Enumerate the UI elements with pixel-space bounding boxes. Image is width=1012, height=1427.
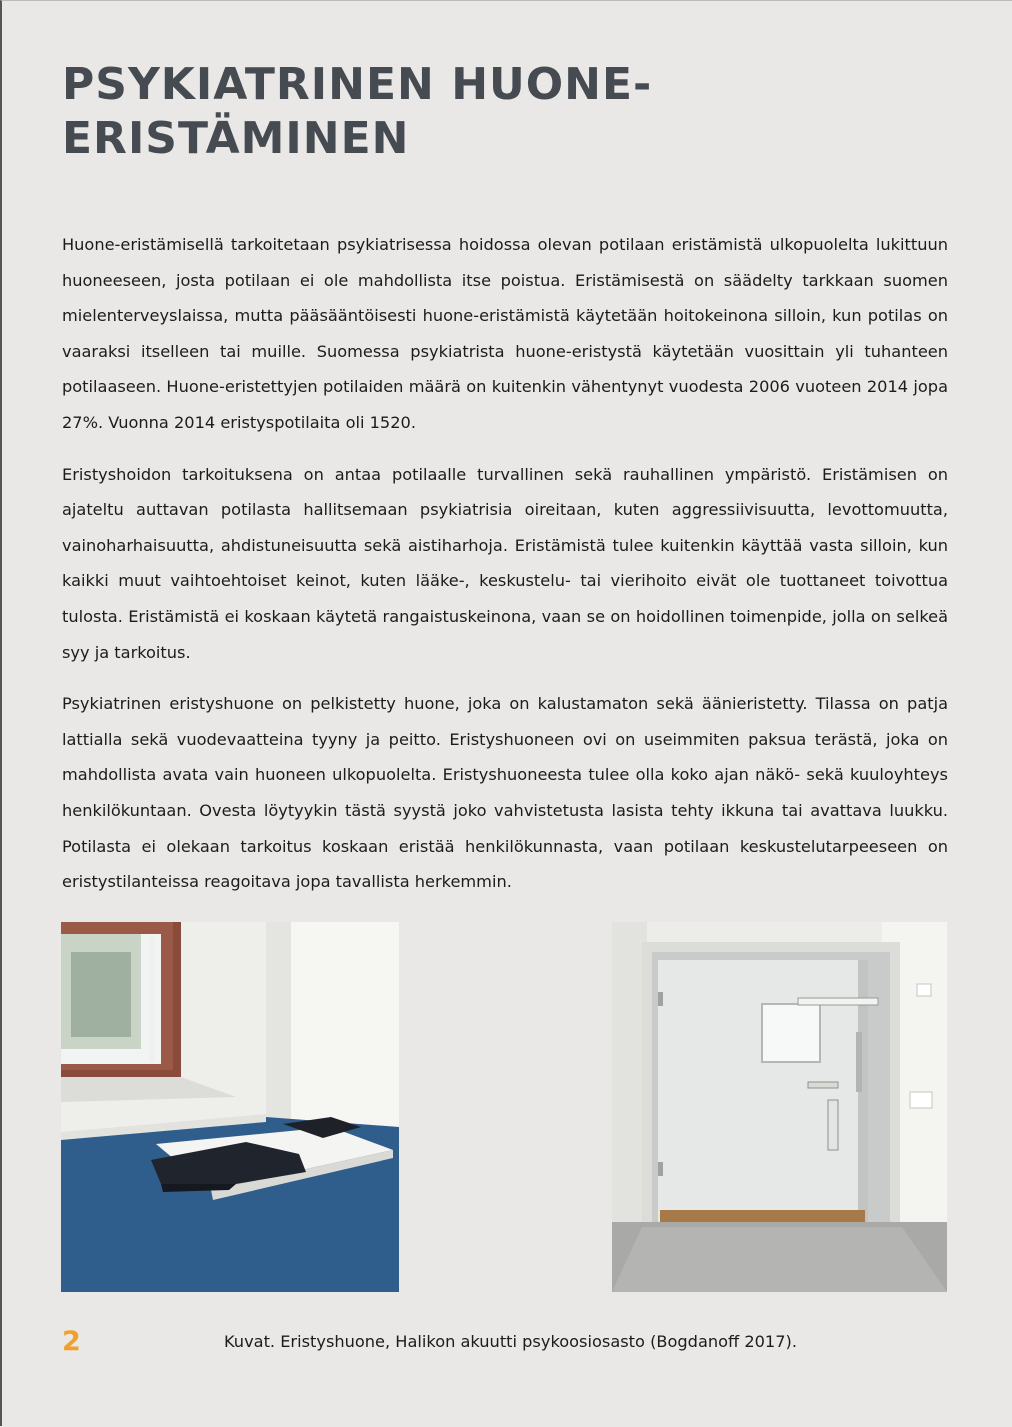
page-title-line-1: PSYKIATRINEN HUONE-: [62, 59, 653, 110]
paragraph-2: Eristyshoidon tarkoituksena on antaa potilaalle turvallinen sekä rauhallinen ympäristö. Eristämisen on ajateltu auttavan potilasta hallitsemaan psykiatrisia oireitaan, kuten aggressiivisuutta, levottomuutta, vainoharhaisuutta, ahdistuneisuutta sekä aistiharhoja. Eristämistä tulee kuitenkin käyttää vasta silloin, kun kaikki muut vaihtoehtoiset keinot, kuten lääke-, keskustelu- tai vierihoito eivät ole tuottaneet toivottua tulosta. Eristämistä ei koskaan käytetä rangaistuskeinona, vaan se on hoidollinen toimenpide, jolla on selkeä syy ja tarkoitus.: [62, 464, 948, 662]
paragraph-3: Psykiatrinen eristyshuone on pelkistetty huone, joka on kalustamaton sekä äänieristetty. Tilassa on patja lattialla sekä vuodevaatteina tyyny ja peitto. Eristyshuoneen ovi on useimmiten paksua terästä, joka on mahdollista avata vain huoneen ulkopuolelta. Eristyshuoneesta tulee olla koko ajan näkö- sekä kuuloyhteys henkilökuntaan. Ovesta löytyykin tästä syystä joko vahvistetusta lasista tehty ikkuna tai avattava luukku. Potilasta ei olekaan tarkoitus koskaan eristää henkilökunnasta, vaan potilaan keskustelutarpeeseen on eristystilanteissa reagoitava jopa tavallista herkemmin.: [62, 694, 948, 892]
body-text: [62, 227, 948, 916]
isolation-room-door-photo: [612, 922, 947, 1292]
figure-caption: Kuvat. Eristyshuone, Halikon akuutti psykoosiosasto (Bogdanoff 2017).: [224, 1332, 797, 1351]
isolation-room-mattress-photo: [61, 922, 399, 1292]
page-number: 2: [62, 1326, 81, 1357]
page-title-line-2: ERISTÄMINEN: [62, 113, 410, 164]
paragraph-1: Huone-eristämisellä tarkoitetaan psykiatrisessa hoidossa olevan potilaan eristämistä ulkopuolelta lukittuun huoneeseen, josta potilaan ei ole mahdollista itse poistua. Eristämisestä on säädelty tarkkaan suomen mielenterveyslaissa, mutta pääsääntöisesti huone-eristämistä käytetään hoitokeinona silloin, kun potilas on vaaraksi itselleen tai muille. Suomessa psykiatrista huone-eristystä käytetään vuosittain yli tuhanteen potilaaseen. Huone-eristettyjen potilaiden määrä on kuitenkin vähentynyt vuodesta 2006 vuoteen 2014 jopa 27%. Vuonna 2014 eristyspotilaita oli 1520.: [62, 235, 948, 432]
page-title: [62, 58, 762, 166]
